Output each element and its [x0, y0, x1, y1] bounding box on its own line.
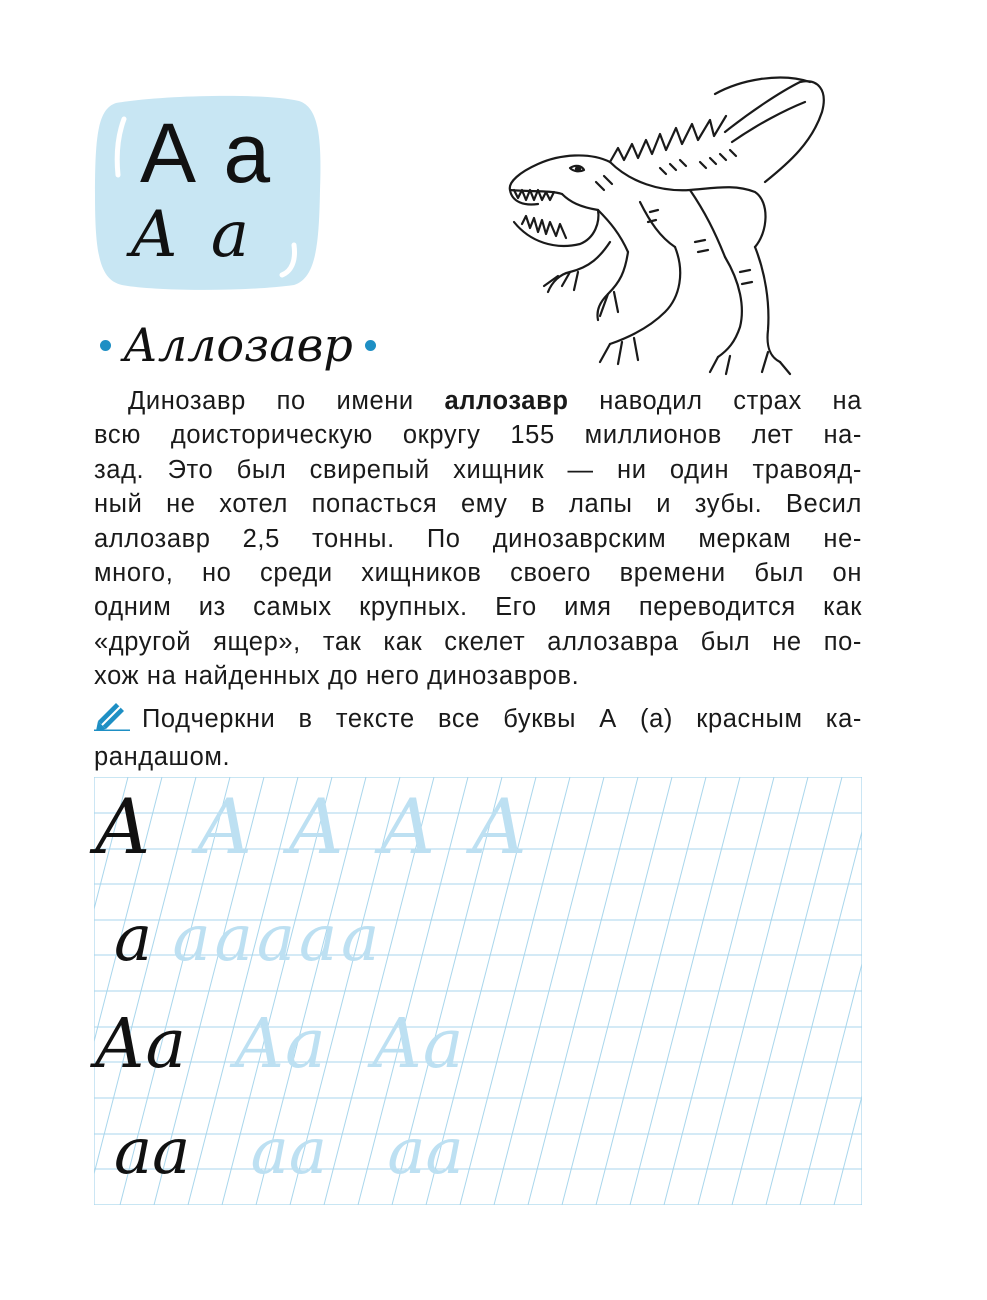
task-instruction: [94, 700, 862, 776]
paragraph-line: зад. Это был свирепый хищник — ни один травояд-: [94, 455, 862, 484]
title-dot-right: [365, 340, 376, 351]
allosaurus-drawing: [500, 72, 840, 377]
paragraph-line: ный не хотел попасться ему в лапы и зубы. Весил: [94, 490, 862, 519]
paragraph-line: одним из самых крупных. Его имя переводится как: [94, 593, 862, 622]
paragraph-line: «другой ящер», так как скелет аллозавра был не по-: [94, 627, 862, 656]
paragraph-text: наводил страх на: [568, 387, 862, 415]
paragraph-line: аллозавр 2,5 тонны. По динозаврским меркам не-: [94, 524, 862, 553]
print-letters: А а: [140, 106, 273, 200]
copybook-row-3: [94, 995, 463, 1095]
model-letter: а: [114, 902, 153, 976]
model-letter: А: [94, 782, 152, 871]
paragraph-bold-word: аллозавр: [444, 387, 569, 415]
copybook-row-1: [94, 777, 562, 877]
copybook-row-4: [94, 1102, 464, 1202]
trace-letters: аа аа: [250, 1115, 464, 1189]
script-letters: А а: [130, 198, 255, 272]
pencil-icon: [94, 701, 130, 731]
copybook-row-2: [94, 889, 383, 989]
story-paragraph: [94, 384, 862, 694]
paragraph-text: Динозавр по имени: [128, 387, 445, 415]
paragraph-line: [94, 384, 862, 418]
paragraph-line: всю доисторическую округу 155 миллионов лет на-: [94, 421, 862, 450]
trace-letters: ааааа: [172, 902, 384, 976]
letter-card: [94, 95, 321, 290]
title-row: [100, 310, 376, 380]
model-letter: Аа: [94, 1005, 187, 1084]
grid-line: [834, 1096, 862, 1205]
title-dot-left: [100, 340, 111, 351]
trace-letters: Аа Аа: [233, 1005, 464, 1084]
copybook-grid: [94, 777, 862, 1205]
paragraph-line: много, но среди хищников своего времени был он: [94, 559, 862, 588]
page-title: Аллозавр: [123, 318, 353, 372]
trace-letters: АААА: [195, 782, 562, 871]
model-letter: аа: [114, 1115, 191, 1189]
task-text: Подчеркни в тексте все буквы А (а) красным ка-: [142, 705, 862, 733]
task-line: [94, 700, 862, 738]
paragraph-line: хож на найденных до него динозавров.: [94, 662, 580, 691]
task-line: рандашом.: [94, 743, 231, 771]
